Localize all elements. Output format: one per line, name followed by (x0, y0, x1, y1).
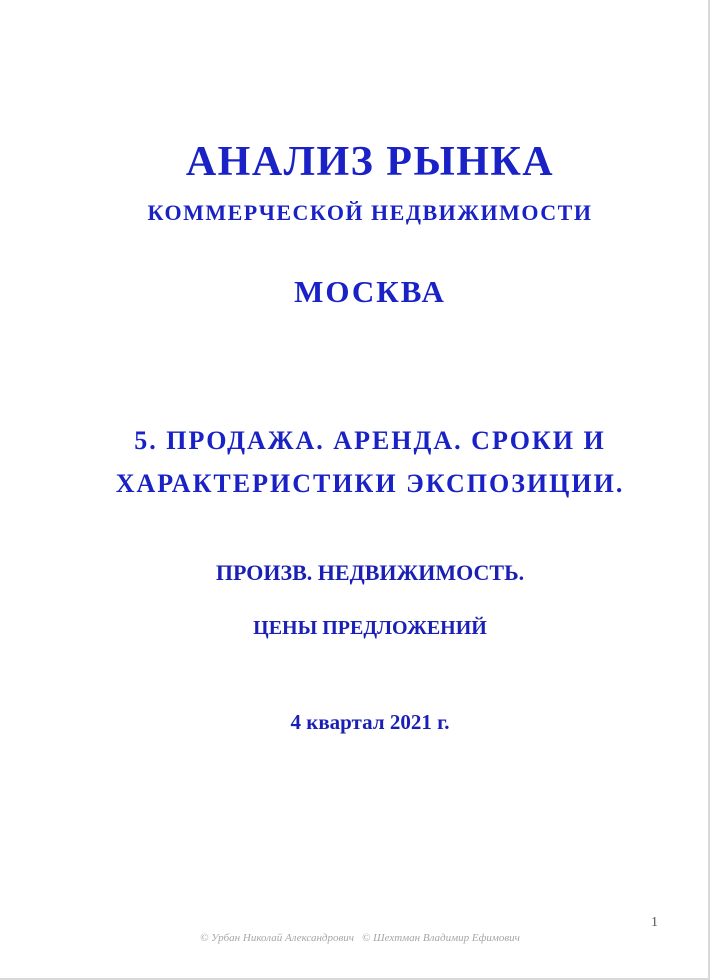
page-number: 1 (651, 915, 658, 930)
price-type-heading: ЦЕНЫ ПРЕДЛОЖЕНИЙ (253, 617, 487, 639)
period-label: 4 квартал 2021 г. (290, 710, 450, 734)
copyright-author-1: © Урбан Николай Александрович (200, 932, 354, 944)
document-title: АНАЛИЗ РЫНКА (185, 139, 555, 185)
copyright-footer (0, 932, 710, 944)
copyright-author-2: © Шехтман Владимир Ефимович (362, 932, 520, 944)
section-heading-line-2: ХАРАКТЕРИСТИКИ ЭКСПОЗИЦИИ. (115, 469, 625, 498)
document-subtitle: КОММЕРЧЕСКОЙ НЕДВИЖИМОСТИ (147, 200, 593, 225)
segment-heading: ПРОИЗВ. НЕДВИЖИМОСТЬ. (215, 560, 525, 585)
city-heading: МОСКВА (294, 274, 446, 309)
section-heading-line-1: 5. ПРОДАЖА. АРЕНДА. СРОКИ И (134, 426, 606, 455)
